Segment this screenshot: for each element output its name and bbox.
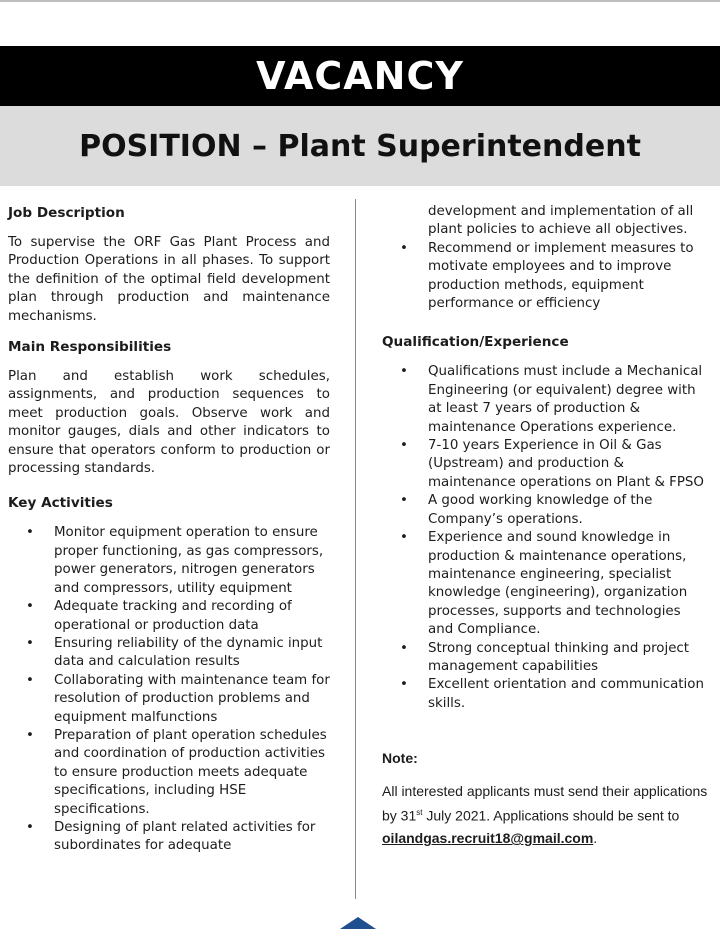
job-description-heading: Job Description [8,205,125,221]
note-heading: Note: [382,750,418,767]
bullet-icon: • [26,599,34,615]
bullet-icon: • [400,677,408,693]
right-column [382,203,708,850]
list-item: • Strong conceptual thinking and project management capabilities [400,640,690,674]
key-activities-list [8,524,330,855]
bullet-icon: • [400,438,408,454]
bullet-icon: • [26,727,34,743]
list-item: • Adequate tracking and recording of operational or production data [26,599,292,633]
key-activities-heading: Key Activities [8,495,113,512]
bullet-icon: • [26,819,34,835]
list-item: • Designing of plant related activities for subordinates for adequate [26,819,316,854]
main-responsibilities-heading: Main Responsibilities [8,339,172,356]
job-description-text: To supervise the ORF Gas Plant Process and Production Operations in all phases. To support the definition of the optimal field development plan through production and maintenance mechanisms. [8,235,330,324]
note-text: All interested applicants must send their applications by 31st July 2021. Applications should be sent to oilandgas.recruit18@gmail.com. [382,782,708,847]
email-link[interactable]: oilandgas.recruit18@gmail.com [382,830,594,847]
vacancy-banner: VACANCY [0,46,720,106]
triangle-decoration [340,917,376,929]
key-activities-continued [382,203,708,313]
bullet-icon: • [26,672,34,688]
list-item: • A good working knowledge of the Company’s operations. [400,493,653,527]
list-item: • Preparation of plant operation schedules and coordination of production activities to ensure production meets adequate specifications, including HSE specifications. [26,727,327,817]
list-item: • Recommend or implement measures to motivate employees and to improve production methods, equipment performance or efficiency [400,240,694,312]
list-item: • Ensuring reliability of the dynamic input data and calculation results [26,635,323,670]
qualification-heading: Qualification/Experience [382,334,569,351]
left-column [8,203,330,856]
list-item: • 7-10 years Experience in Oil & Gas (Upstream) and production & maintenance operations on Plant & FPSO [400,438,704,490]
bullet-icon: • [400,640,408,656]
column-divider [355,199,356,899]
list-item: • Collaborating with maintenance team for resolution of production problems and equipment malfunctions [26,672,330,725]
bullet-icon: • [26,525,34,541]
bullet-icon: • [400,364,408,380]
list-item: • Excellent orientation and communication skills. [400,677,704,711]
bullet-icon: • [400,240,408,256]
list-item-continued: development and implementation of all plant policies to achieve all objectives. [428,204,694,238]
position-title: POSITION – Plant Superintendent [0,106,720,186]
list-item: • Qualifications must include a Mechanical Engineering (or equivalent) degree with at least 7 years of production & maintenance Operations experience. [400,364,703,435]
qualification-list [382,363,708,713]
bullet-icon: • [400,530,408,546]
main-responsibilities-text: Plan and establish work schedules, assignments, and production sequences to meet production goals. Observe work and monitor gauges, dials and other indicators to ensure that operators conform to production or processing standards. [8,369,330,477]
bullet-icon: • [400,493,408,509]
bullet-icon: • [26,635,34,651]
list-item: • Experience and sound knowledge in production & maintenance operations, maintenance engineering, specialist knowledge (engineering), organization processes, supports and technologies and Compliance. [400,530,688,638]
top-rule [0,0,720,2]
list-item: • Monitor equipment operation to ensure proper functioning, as gas compressors, power generators, nitrogen generators and compressors, utility equipment [26,525,324,596]
